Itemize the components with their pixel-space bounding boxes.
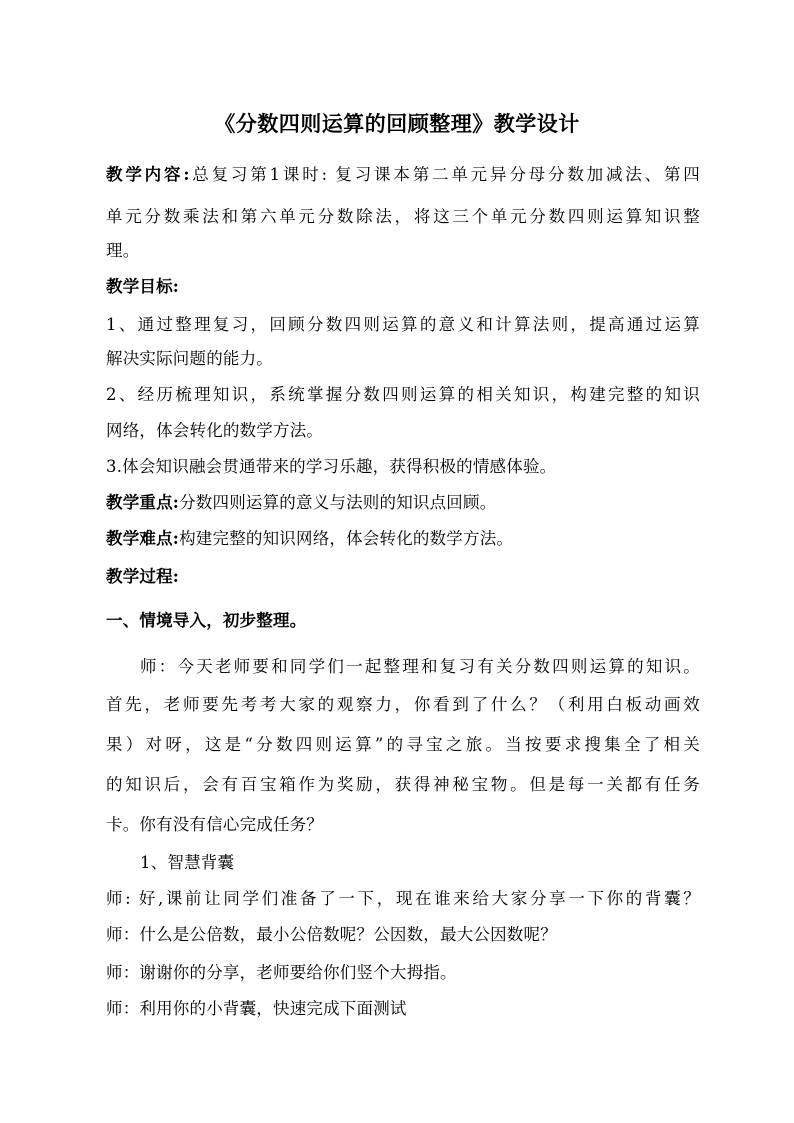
section1-para-line-1: 师：今天老师要和同学们一起整理和复习有关分数四则运算的知识。	[140, 657, 700, 676]
content-line-1	[106, 158, 700, 192]
dialogue-line-3: 师：谢谢你的分享，老师要给你们竖个大拇指。	[106, 963, 457, 982]
goals-line-1: 1、通过整理复习，回顾分数四则运算的意义和计算法则，提高通过运算	[106, 315, 700, 334]
goals-label: 教学目标:	[106, 277, 180, 296]
goals-line-3: 2、经历梳理知识，系统掌握分数四则运算的相关知识，构建完整的知识	[106, 385, 700, 404]
dialogue-line-1: 师: 好,课前让同学们准备了一下，现在谁来给大家分享一下你的背囊？	[106, 889, 700, 908]
content-line-2: 单元分数乘法和第六单元分数除法，将这三个单元分数四则运算知识整	[106, 207, 700, 226]
section1-para-line-5: 卡。你有没有信心完成任务？	[106, 815, 324, 834]
section1-para-line-2: 首先，老师要先考考大家的观察力，你看到了什么？（利用白板动画效	[106, 695, 700, 714]
section1-para-line-3: 果）对呀，这是“分数四则运算”的寻宝之旅。当按要求搜集全了相关	[106, 735, 700, 754]
key-line	[106, 486, 700, 520]
difficulty-line	[106, 522, 700, 556]
goals-line-4: 网络，体会转化的数学方法。	[106, 421, 324, 440]
goals-line-5: 3.体会知识融会贯通带来的学习乐趣，获得积极的情感体验。	[106, 457, 557, 476]
difficulty-text: 构建完整的知识网络，体会转化的数学方法。	[179, 529, 514, 548]
difficulty-label: 教学难点:	[106, 529, 180, 548]
process-label: 教学过程:	[106, 567, 180, 586]
section1-heading: 一、情境导入，初步整理。	[106, 611, 307, 630]
section1-subheading: 1、智慧背囊	[140, 853, 235, 872]
content-label: 教学内容:	[106, 165, 190, 184]
key-text: 分数四则运算的意义与法则的知识点回顾。	[179, 493, 497, 512]
content-text-1: 总复习第1课时: 复习课本第二单元异分母分数加减法、第四	[189, 165, 700, 184]
document-title: 《分数四则运算的回顾整理》教学设计	[214, 111, 580, 136]
dialogue-line-2: 师：什么是公倍数，最小公倍数呢？公因数，最大公因数呢？	[106, 925, 557, 944]
goals-line-2: 解决实际问题的能力。	[106, 349, 273, 368]
key-label: 教学重点:	[106, 493, 180, 512]
content-line-3: 理。	[106, 241, 140, 260]
dialogue-line-4: 师：利用你的小背囊，快速完成下面测试	[106, 999, 407, 1018]
section1-para-line-4: 的知识后，会有百宝箱作为奖励，获得神秘宝物。但是每一关都有任务	[106, 775, 700, 794]
